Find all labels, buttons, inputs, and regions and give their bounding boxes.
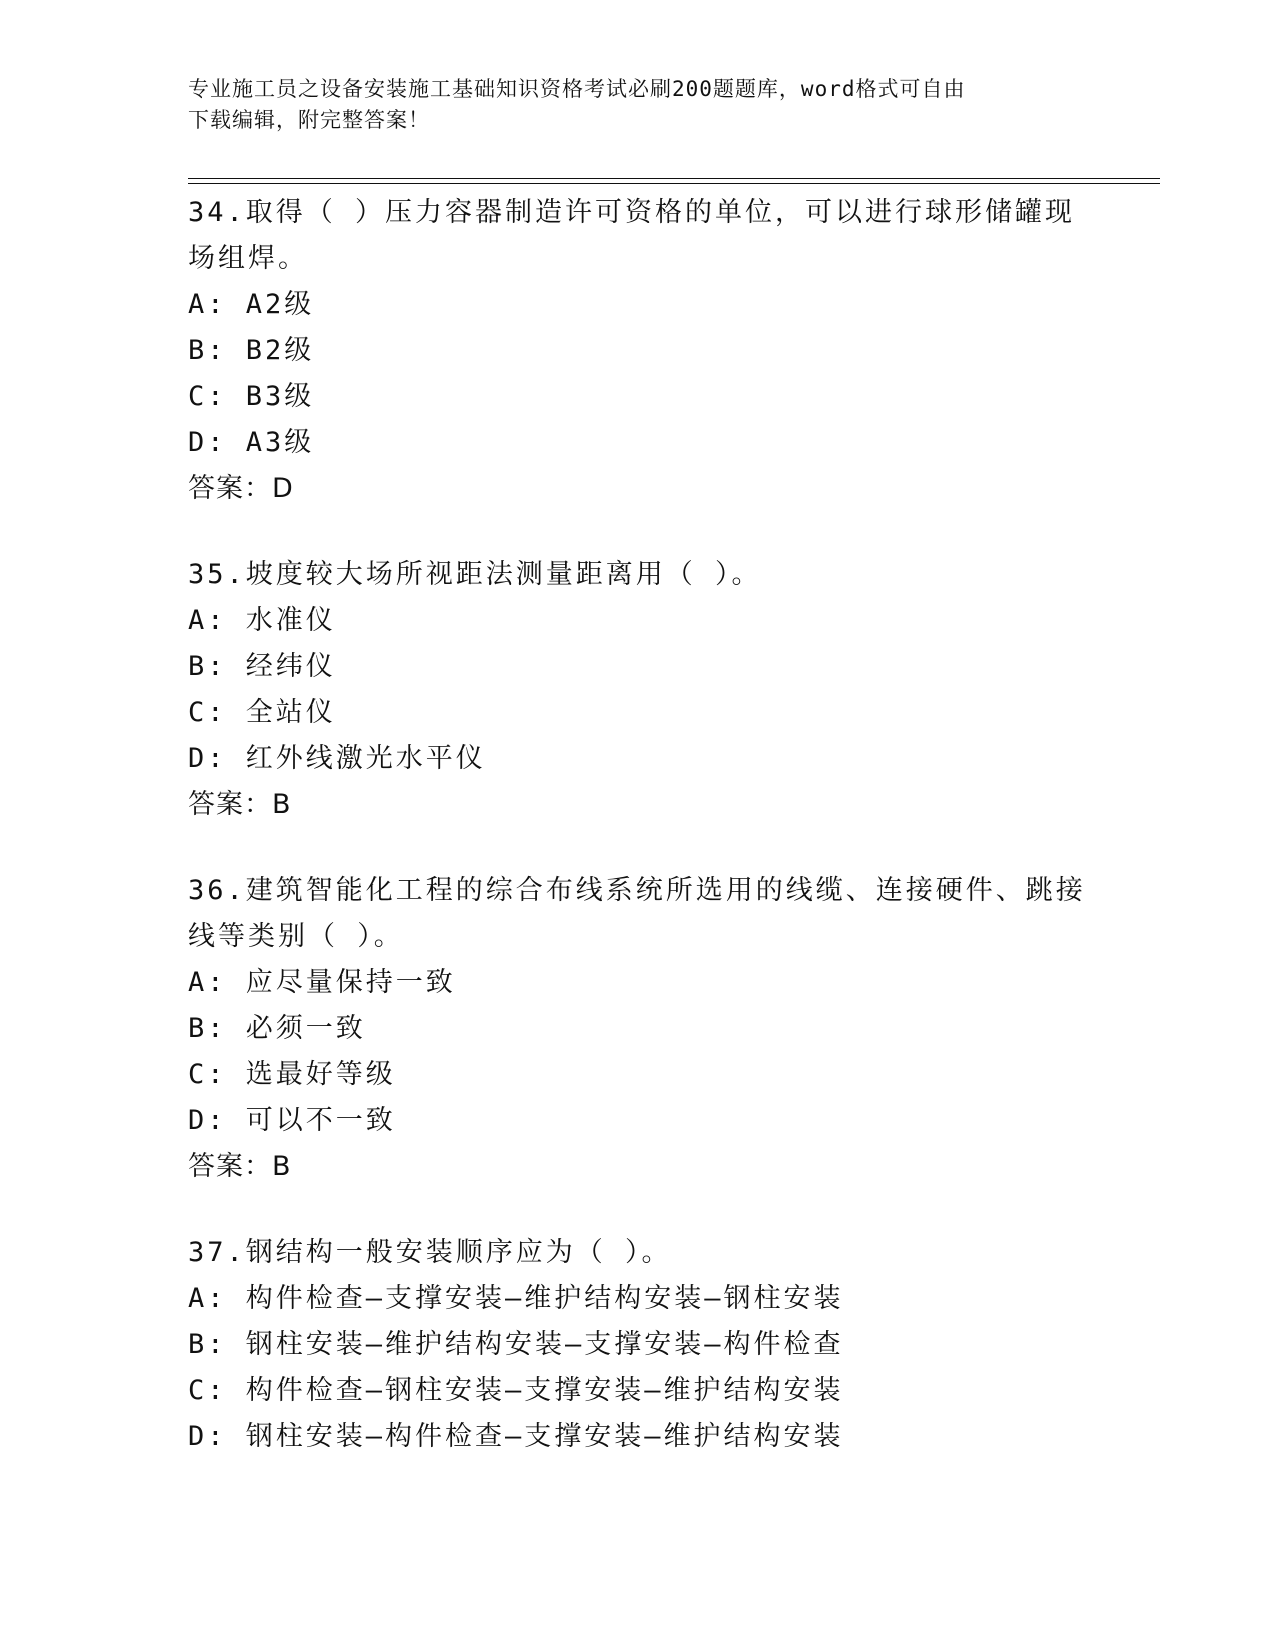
question-35 [188, 552, 1088, 828]
option-c: C: 全站仪 [188, 697, 336, 728]
option-a: A: 水准仪 [188, 605, 336, 636]
question-text: 36.建筑智能化工程的综合布线系统所选用的线缆、连接硬件、跳接线等类别（ ）。 [188, 875, 1086, 952]
option-a: A: A2级 [188, 289, 315, 320]
option-a: A: 构件检查—支撑安装—维护结构安装—钢柱安装 [188, 1283, 844, 1314]
header-line-1: 专业施工员之设备安装施工基础知识资格考试必刷200题题库，word格式可自由 [188, 77, 966, 101]
option-b: B: 经纬仪 [188, 651, 336, 682]
question-36 [188, 868, 1088, 1190]
option-b: B: 必须一致 [188, 1013, 366, 1044]
question-list [188, 190, 1088, 1500]
header-divider-bottom [188, 183, 1160, 184]
option-c: C: 构件检查—钢柱安装—支撑安装—维护结构安装 [188, 1375, 844, 1406]
option-list [188, 598, 1088, 782]
header-line-2: 下载编辑，附完整答案！ [188, 108, 430, 132]
answer: 答案：D [188, 473, 294, 504]
question-text: 37.钢结构一般安装顺序应为（ ）。 [188, 1237, 672, 1268]
option-a: A: 应尽量保持一致 [188, 967, 456, 998]
option-c: C: B3级 [188, 381, 315, 412]
option-b: B: 钢柱安装—维护结构安装—支撑安装—构件检查 [188, 1329, 844, 1360]
option-b: B: B2级 [188, 335, 315, 366]
option-d: D: A3级 [188, 427, 315, 458]
question-37 [188, 1230, 1088, 1460]
option-d: D: 可以不一致 [188, 1105, 396, 1136]
answer: 答案：B [188, 1151, 292, 1182]
answer: 答案：B [188, 789, 292, 820]
option-list [188, 960, 1088, 1144]
option-d: D: 钢柱安装—构件检查—支撑安装—维护结构安装 [188, 1421, 844, 1452]
option-list [188, 282, 1088, 466]
option-c: C: 选最好等级 [188, 1059, 396, 1090]
option-list [188, 1276, 1088, 1460]
question-34 [188, 190, 1088, 512]
document-header [188, 74, 1088, 136]
question-text: 34.取得（ ）压力容器制造许可资格的单位，可以进行球形储罐现场组焊。 [188, 197, 1076, 274]
header-divider-top [188, 178, 1160, 179]
question-text: 35.坡度较大场所视距法测量距离用（ ）。 [188, 559, 762, 590]
option-d: D: 红外线激光水平仪 [188, 743, 486, 774]
